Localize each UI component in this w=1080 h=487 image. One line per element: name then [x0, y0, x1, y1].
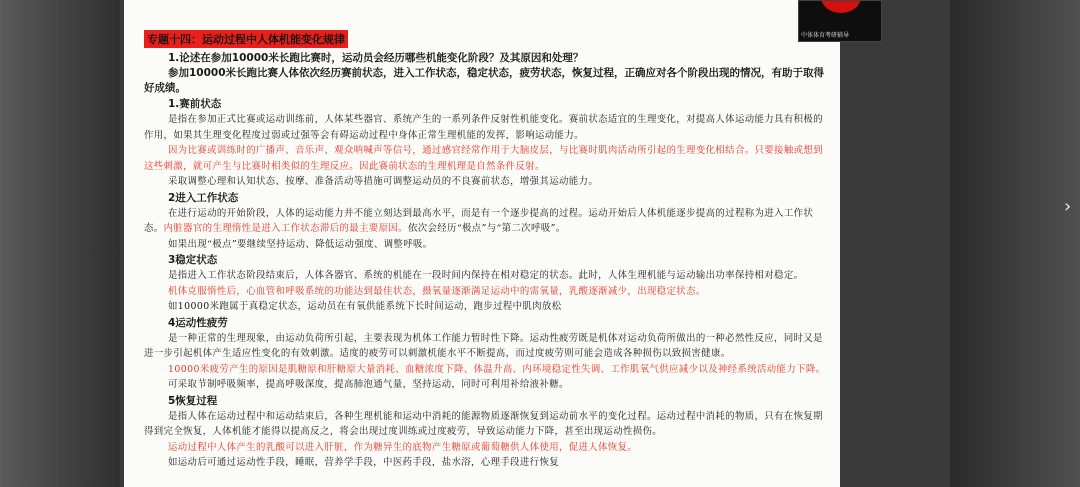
video-thumbnail[interactable] [798, 0, 882, 42]
paragraph-highlight: 运动过程中人体产生的乳酸可以进入肝脏，作为糖异生的底物产生糖原或葡萄糖供人体使用，促进人体恢复。 [168, 441, 638, 453]
chevron-right-icon[interactable]: › [1064, 196, 1072, 217]
left-background [0, 0, 120, 487]
section-heading-warmup: 2进入工作状态 [168, 191, 239, 204]
question-text: 1.论述在参加10000米长跑比赛时，运动员会经历哪些机能变化阶段？及其原因和处理？ [168, 52, 584, 64]
paragraph: 如运动后可通过运动性手段，睡眠，营养学手段，中医药手段，盐水浴，心理手段进行恢复 [168, 457, 560, 468]
section-heading-fatigue: 4运动性疲劳 [168, 316, 228, 329]
paragraph: 是指人体在运动过程中和运动结束后，各种生理机能和运动中消耗的能源物质逐渐恢复到运动前水平的变化过程。运动过程中消耗的物质，只有在恢复期得到完全恢复，人体机能才能得以提高反之，将会出现过度训练或过度疲劳，导致运动能力下降，甚至出现运动性损伤。 [144, 410, 823, 437]
text-span: 依次会经历“极点”与“第二次呼吸”。 [407, 223, 566, 234]
paragraph: 是指在参加正式比赛或运动训练前，人体某些器官、系统产生的一系列条件反射性机能变化。赛前状态适宜的生理变化，对提高人体运动能力具有积极的作用，如果其生理变化程度过弱或过强等会有碍运动过程中身体正常生理机能的发挥，影响运动能力。 [144, 114, 823, 141]
paragraph: 如10000米跑属于真稳定状态，运动员在有氧供能系统下长时间运动，跑步过程中肌肉放松 [168, 301, 562, 312]
video-label: 中体体育考研辅导 [801, 32, 850, 39]
paragraph: 如果出现“极点”要继续坚持运动、降低运动强度、调整呼吸。 [168, 238, 433, 250]
paragraph [144, 206, 828, 237]
text-span: 在进行运动的开始阶段，人体的运动能力并不能立刻达到最高水平，而是有一个逐步提高的过程。运动开始后人体机能逐步提高的过程称为进入工作状态。 [144, 207, 814, 234]
paragraph-highlight: 机体克服惰性后，心血管和呼吸系统的功能达到最佳状态，摄氧量逐渐满足运动中的需氧量，乳酸逐渐减少，出现稳定状态。 [168, 285, 706, 297]
text-span-highlight: 内脏器官的生理惰性是进入工作状态滞后的最主要原因。 [163, 223, 408, 234]
document-content [144, 28, 828, 471]
paragraph: 是指进入工作状态阶段结束后，人体各器官、系统的机能在一段时间内保持在相对稳定的状态。此时，人体生理机能与运动输出功率保持相对稳定。 [168, 270, 804, 281]
section-heading-pre-race: 1.赛前状态 [168, 98, 222, 110]
right-background [950, 0, 1080, 487]
section-heading-steady: 3稳定状态 [168, 254, 218, 266]
paragraph: 采取调整心理和认知状态、按摩、准备活动等措施可调整运动员的不良赛前状态，增强其运动能力。 [168, 176, 599, 187]
section-heading-recovery: 5恢复过程 [168, 394, 218, 407]
paragraph: 可采取节制呼吸频率，提高呼吸深度，提高肺泡通气量，坚持运动，同时可利用补给液补糖。 [168, 379, 569, 390]
paragraph-highlight: 因为比赛或训练时的广播声、音乐声、观众呐喊声等信号，通过感官经常作用于大脑皮层，与比赛时肌肉活动所引起的生理变化相结合。只要接触或想到这些刺激，就可产生与比赛时相类似的生理反应。因此赛前状态的生理机理是自然条件反射。 [144, 145, 823, 172]
video-content [821, 0, 861, 13]
paragraph: 是一种正常的生理现象，由运动负荷所引起，主要表现为机体工作能力暂时性下降。运动性疲劳既是机体对运动负荷所做出的一种必然性反应，同时又是进一步引起机体产生适应性变化的有效刺激。适度的疲劳可以刺激机能水平不断提高，而过度疲劳则可能会造成各种损伤以致损害健康。 [144, 332, 823, 359]
paragraph-highlight: 10000米疲劳产生的原因是肌糖原和肝糖原大量消耗、血糖浓度下降、体温升高、内环境稳定性失调、工作肌氧气供应减少以及神经系统活动能力下降。 [168, 363, 826, 375]
topic-title: 专题十四：运动过程中人体机能变化规律 [144, 30, 348, 48]
document-page[interactable] [124, 0, 840, 487]
answer-intro: 参加10000米长跑比赛人体依次经历赛前状态，进入工作状态，稳定状态，疲劳状态，恢复过程，正确应对各个阶段出现的情况，有助于取得好成绩。 [144, 67, 825, 94]
